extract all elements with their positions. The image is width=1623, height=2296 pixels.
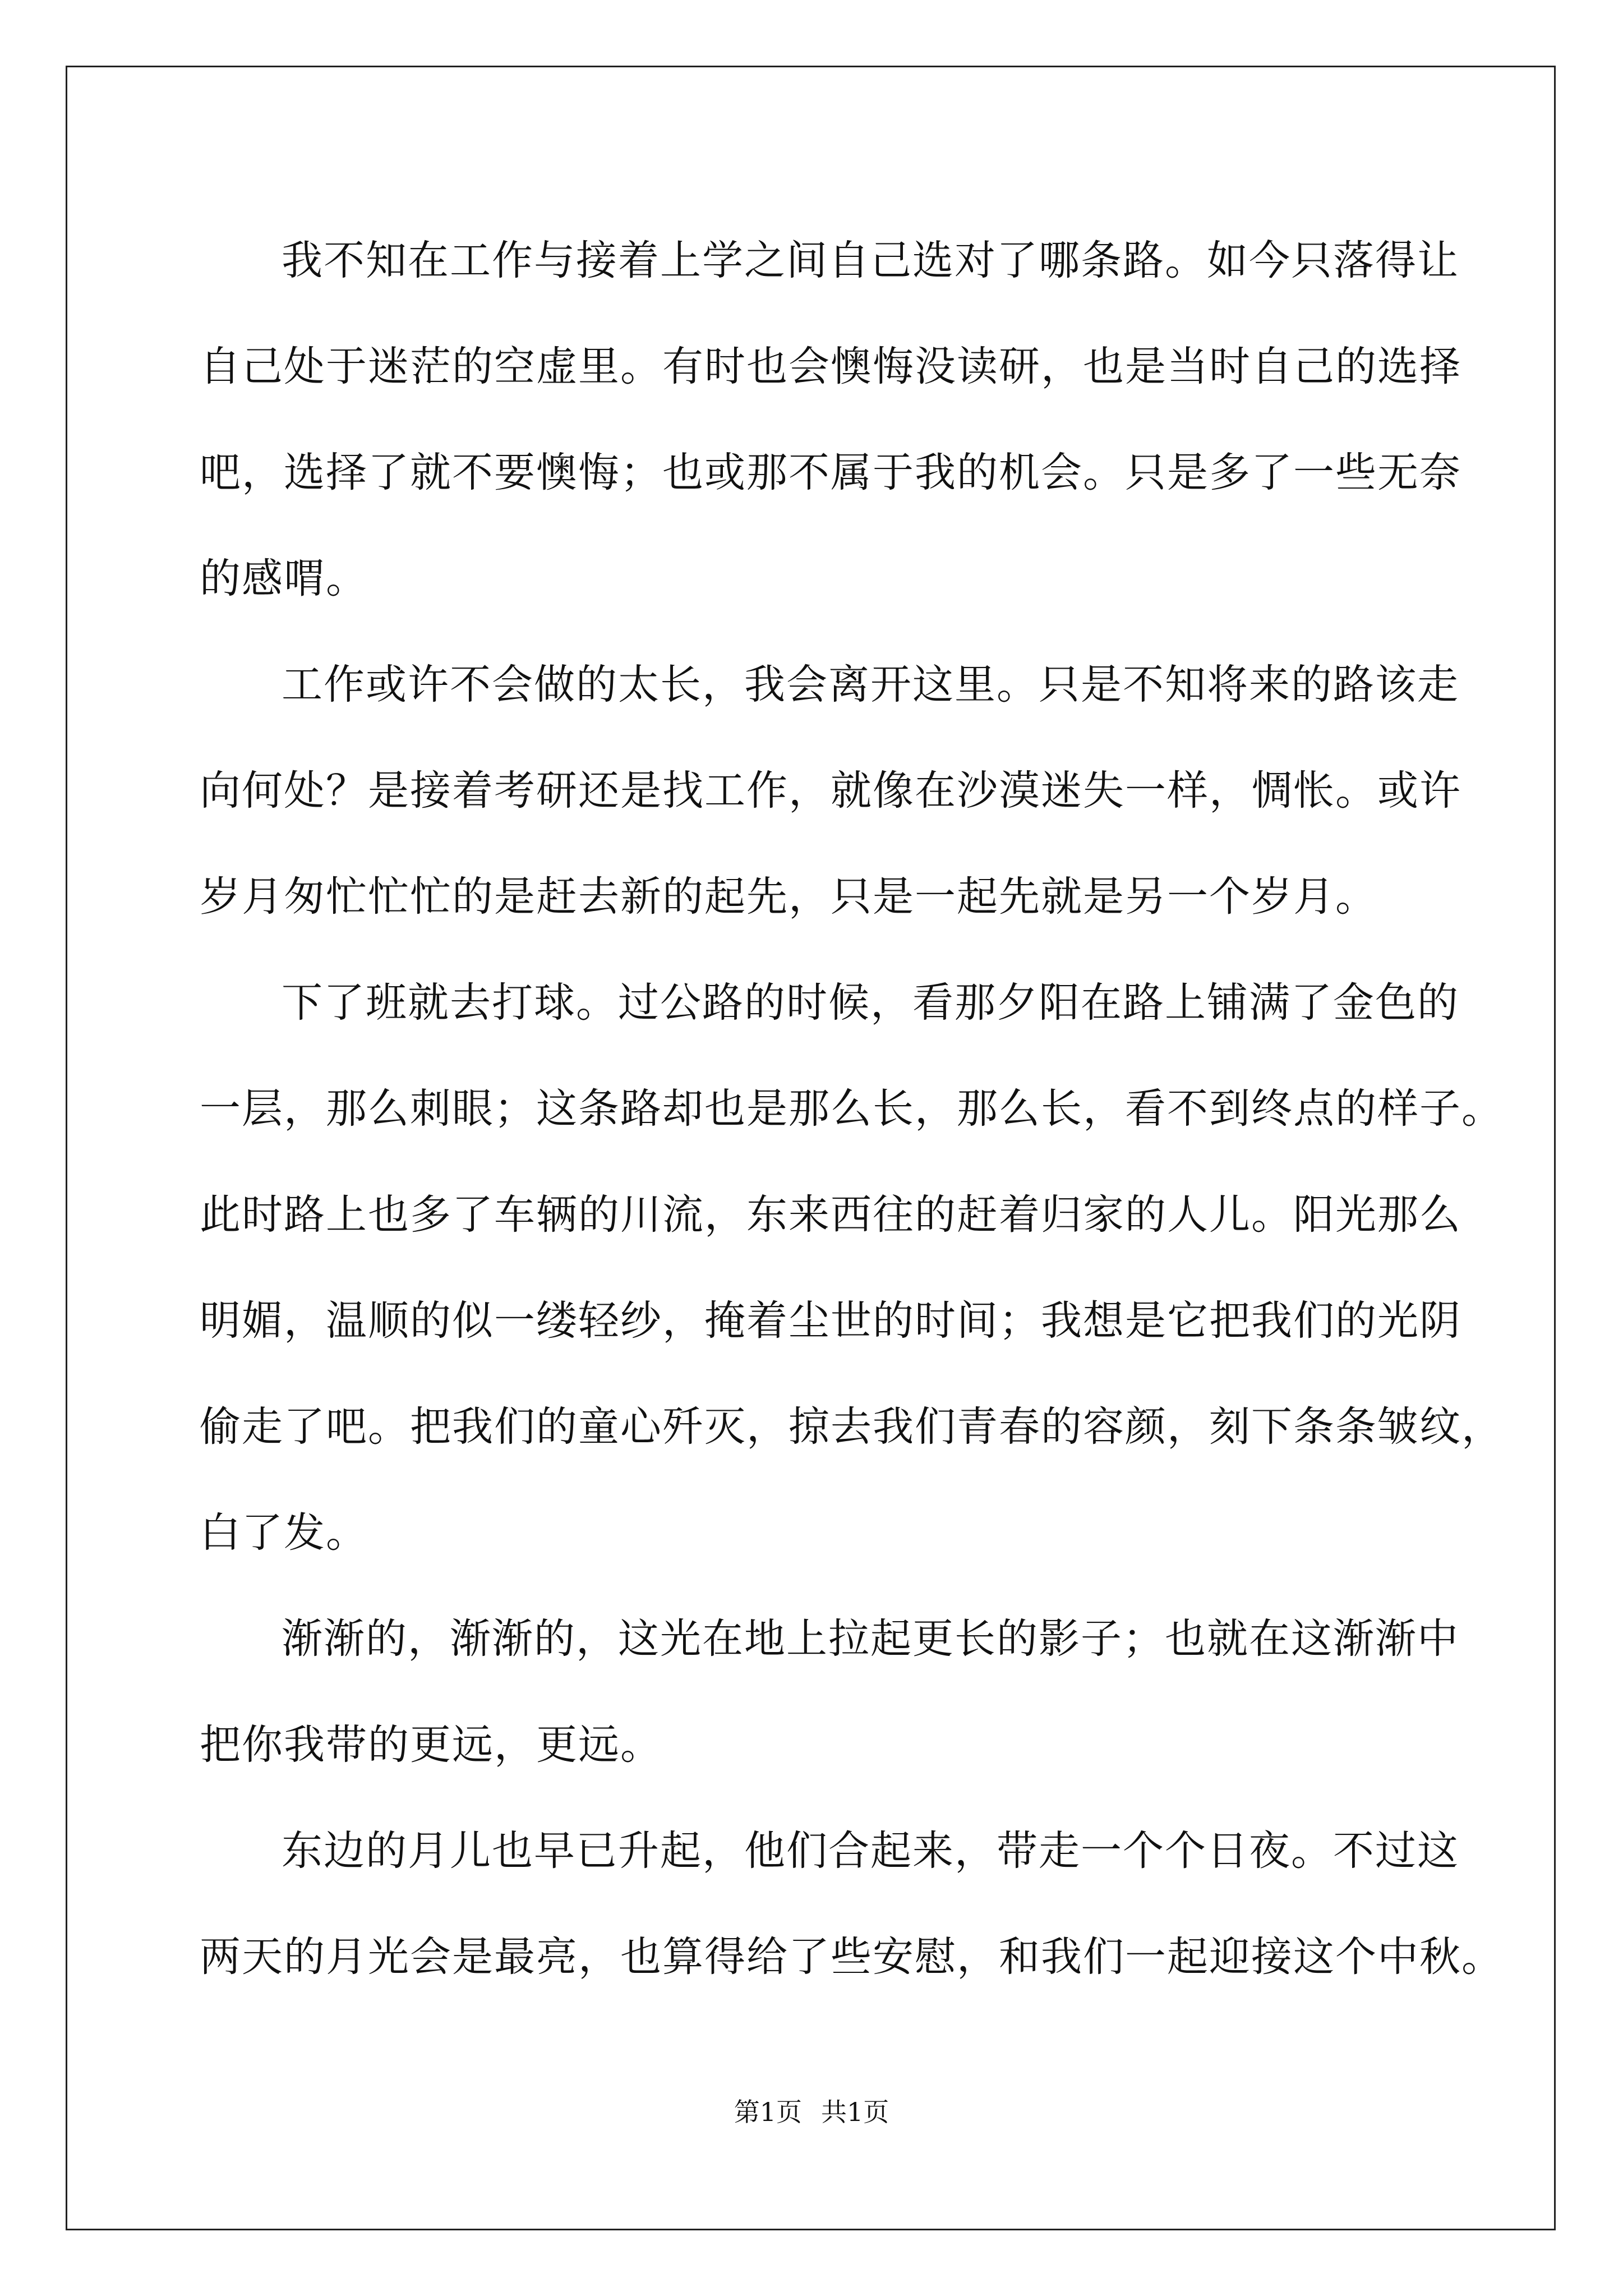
paragraph-5-line-2: 两天的月光会是最亮，也算得给了些安慰，和我们一起迎接这个中秋。 <box>200 1933 1504 1981</box>
paragraph-3-line-2: 一层，那么刺眼；这条路却也是那么长，那么长，看不到终点的样子。 <box>200 1085 1504 1133</box>
page-footer <box>0 2095 1623 2129</box>
paragraph-3-line-3: 此时路上也多了车辆的川流，东来西往的赶着归家的人儿。阳光那么 <box>200 1191 1461 1239</box>
paragraph-1-line-2: 自己处于迷茫的空虚里。有时也会懊悔没读研，也是当时自己的选择 <box>200 343 1461 390</box>
paragraph-3-line-5: 偷走了吧。把我们的童心歼灭，掠去我们青春的容颜，刻下条条皱纹， <box>200 1403 1504 1451</box>
paragraph-4-line-1: 渐渐的，渐渐的，这光在地上拉起更长的影子；也就在这渐渐中 <box>282 1615 1459 1663</box>
page-number-current: 第1页 <box>734 2097 802 2127</box>
paragraph-3-line-4: 明媚，温顺的似一缕轻纱，掩着尘世的时间；我想是它把我们的光阴 <box>200 1297 1461 1345</box>
document-body <box>200 208 1504 2010</box>
paragraph-4-line-2: 把你我带的更远，更远。 <box>200 1721 662 1769</box>
paragraph-2-line-3: 岁月匆忙忙忙的是赶去新的起先，只是一起先就是另一个岁月。 <box>200 873 1377 921</box>
paragraph-1-line-4: 的感喟。 <box>200 555 368 602</box>
paragraph-1-line-1: 我不知在工作与接着上学之间自己选对了哪条路。如今只落得让 <box>282 237 1459 284</box>
paragraph-3-line-6: 白了发。 <box>200 1509 368 1557</box>
paragraph-1-line-3: 吧，选择了就不要懊悔；也或那不属于我的机会。只是多了一些无奈 <box>200 449 1461 496</box>
paragraph-2-line-2: 向何处？是接着考研还是找工作，就像在沙漠迷失一样，惆怅。或许 <box>200 767 1461 815</box>
paragraph-3-line-1: 下了班就去打球。过公路的时候，看那夕阳在路上铺满了金色的 <box>282 979 1459 1027</box>
paragraph-5-line-1: 东边的月儿也早已升起，他们合起来，带走一个个日夜。不过这 <box>282 1827 1459 1875</box>
page-number-total: 共1页 <box>821 2097 889 2127</box>
paragraph-2-line-1: 工作或许不会做的太长，我会离开这里。只是不知将来的路该走 <box>282 661 1459 708</box>
